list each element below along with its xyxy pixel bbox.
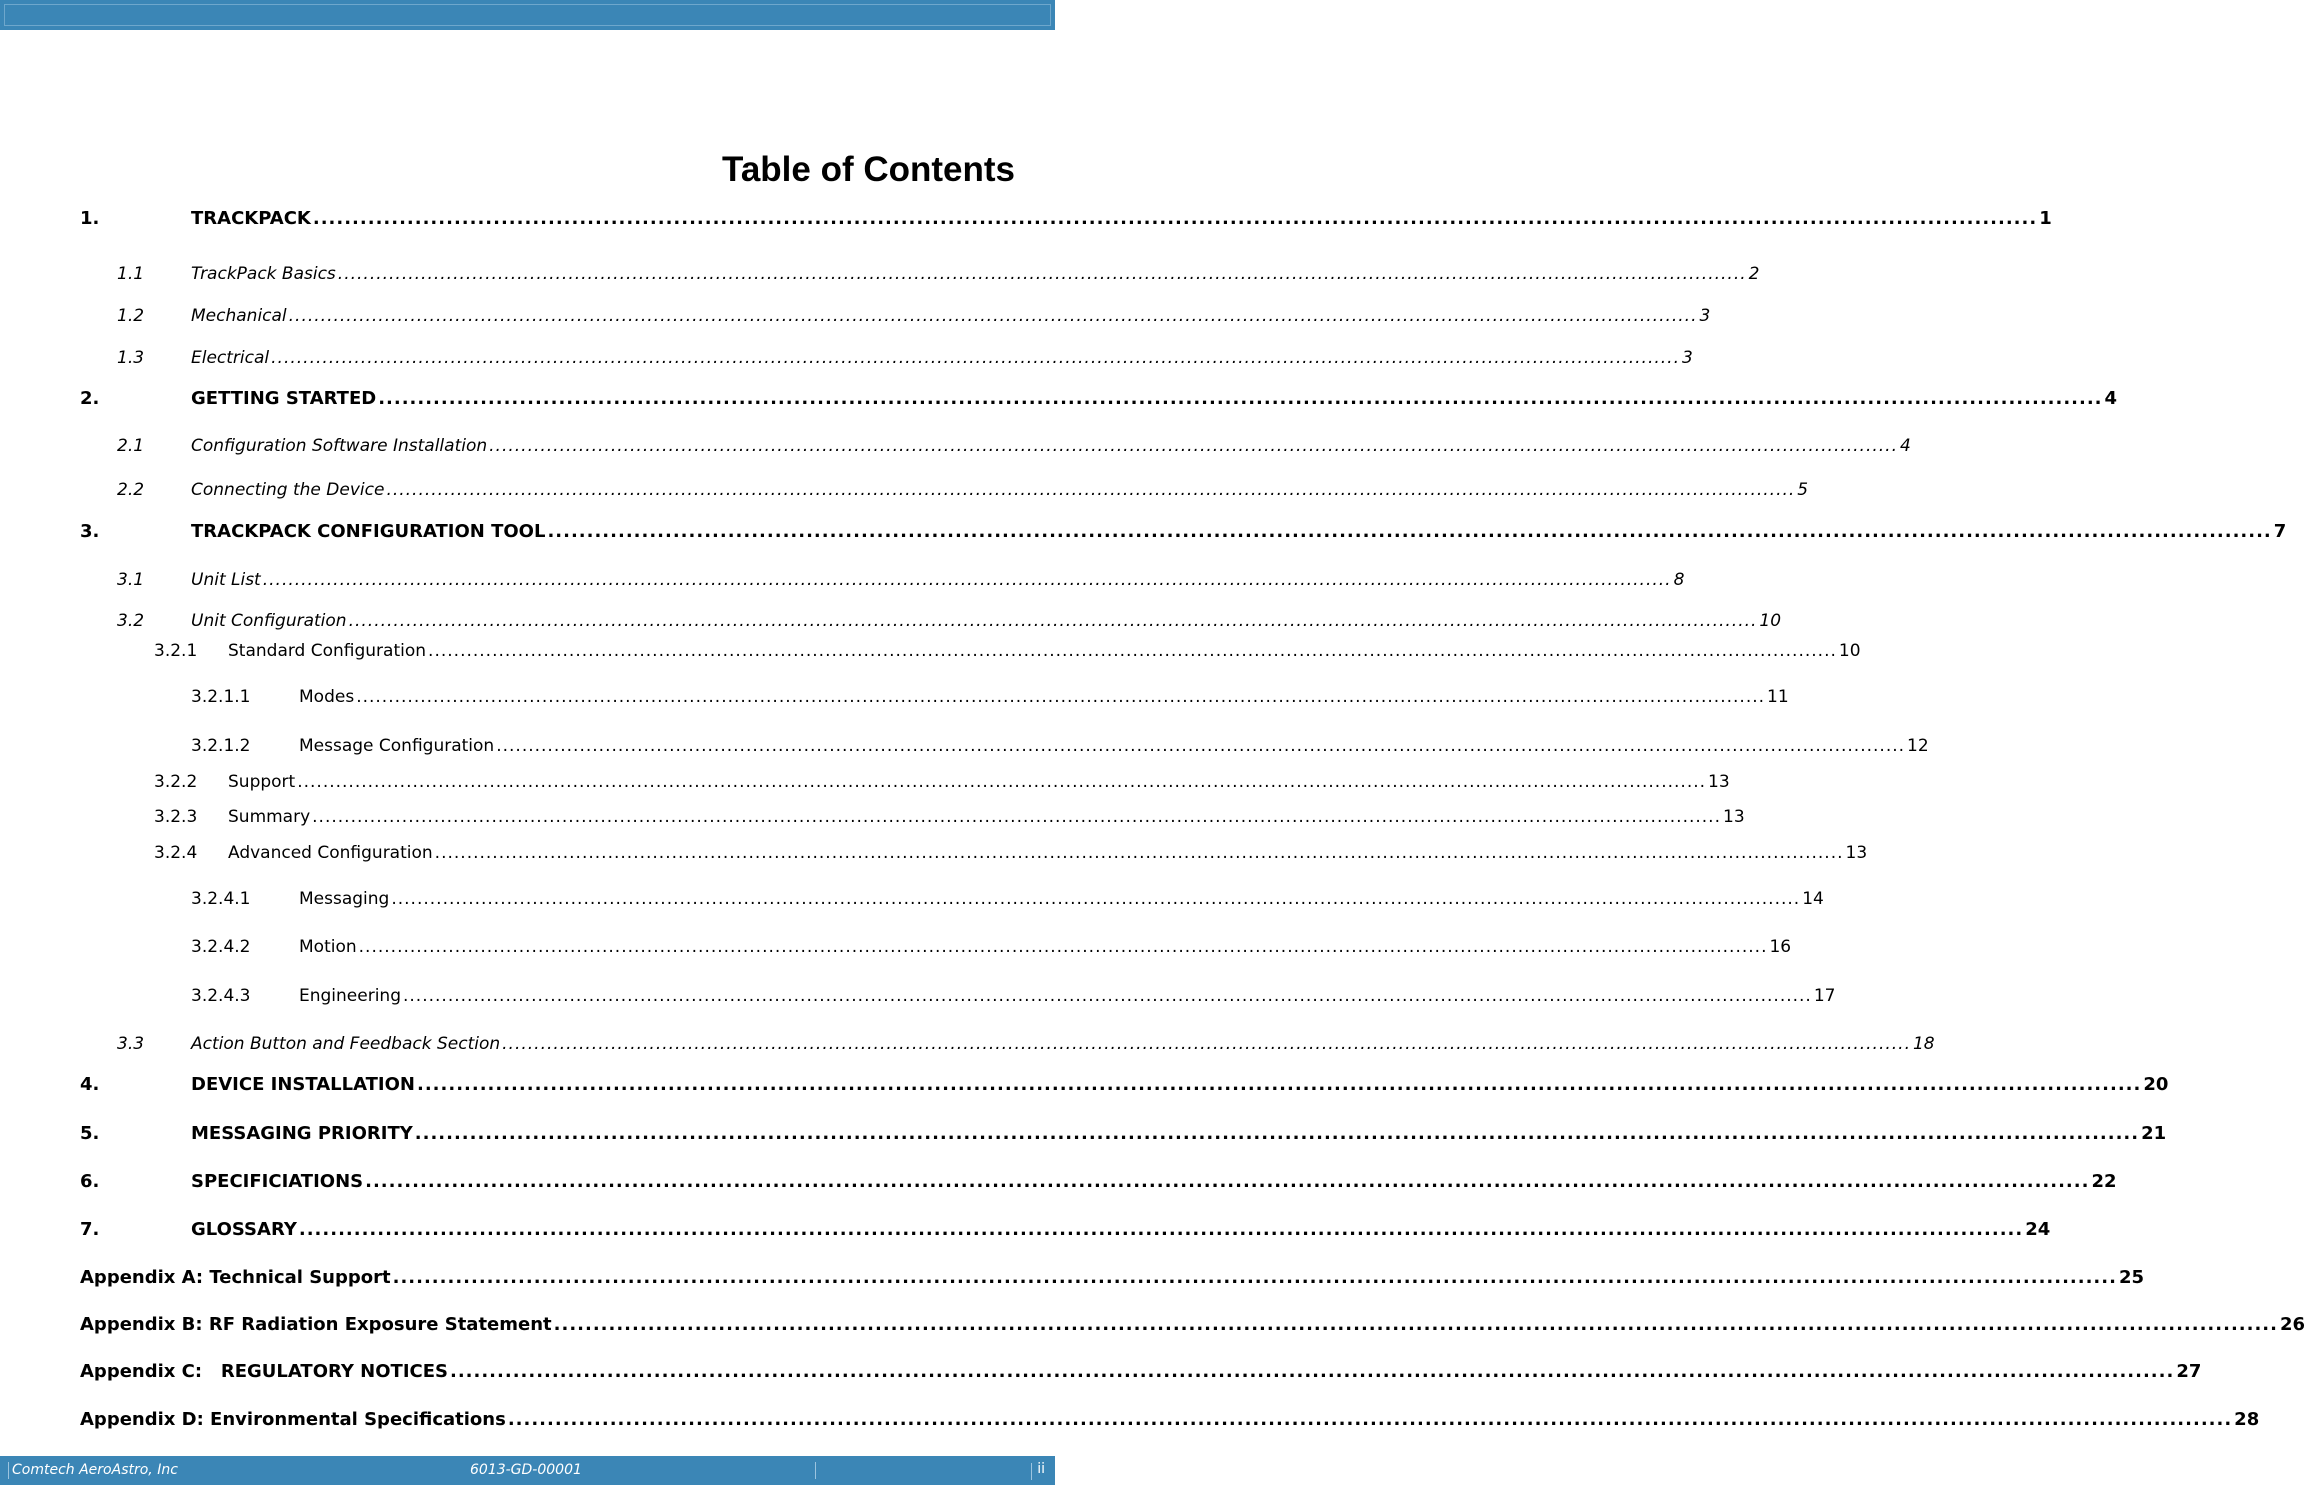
toc-entry[interactable] — [80, 346, 1693, 370]
toc-number: 3.1 — [117, 570, 145, 590]
toc-title: Electrical — [191, 348, 270, 368]
toc-entry[interactable] — [80, 1032, 1935, 1056]
toc-number: 1.1 — [117, 264, 145, 284]
toc-page: 13 — [1708, 772, 1730, 792]
toc-leader: ............................................................................................................................................................................................................................ — [312, 208, 2038, 229]
footer-company: Comtech AeroAstro, Inc — [12, 1462, 178, 1478]
toc-leader: ............................................................................................................................................................................................................................ — [391, 889, 1801, 909]
toc-title: Advanced Configuration — [228, 843, 433, 863]
toc-entry[interactable] — [80, 1313, 2305, 1337]
toc-title: TRACKPACK — [191, 208, 311, 229]
toc-page: 12 — [1907, 736, 1929, 756]
toc-title: Unit List — [191, 570, 261, 590]
toc-entry[interactable] — [80, 568, 1685, 592]
toc-number: 6. — [80, 1171, 100, 1192]
toc-leader: ............................................................................................................................................................................................................................ — [403, 986, 1812, 1006]
toc-entry[interactable] — [80, 935, 1792, 959]
toc-page: 20 — [2143, 1074, 2169, 1095]
toc-leader: ............................................................................................................................................................................................................................ — [358, 937, 1768, 957]
toc-page: 24 — [2025, 1219, 2051, 1240]
toc-leader: ............................................................................................................................................................................................................................ — [365, 1171, 2090, 1192]
toc-title: Appendix A: Technical Support — [80, 1267, 391, 1288]
toc-page: 27 — [2176, 1361, 2202, 1382]
toc-title: MESSAGING PRIORITY — [191, 1123, 413, 1144]
toc-page: 3 — [1681, 348, 1693, 368]
toc-leader: ............................................................................................................................................................................................................................ — [298, 1219, 2024, 1240]
toc-title: Configuration Software Installation — [191, 436, 488, 456]
toc-leader: ............................................................................................................................................................................................................................ — [507, 1409, 2233, 1430]
toc-title: DEVICE INSTALLATION — [191, 1074, 415, 1095]
toc-number: 3.2.4.3 — [191, 986, 251, 1006]
toc-leader: ............................................................................................................................................................................................................................ — [356, 687, 1766, 707]
toc-page: 4 — [1899, 436, 1911, 456]
toc-title: TrackPack Basics — [191, 264, 336, 284]
toc-number: 3.2.1.1 — [191, 687, 251, 707]
toc-leader: ............................................................................................................................................................................................................................ — [348, 611, 1758, 631]
toc-entry[interactable] — [80, 887, 1824, 911]
toc-page: 7 — [2273, 521, 2287, 542]
toc-title: Modes — [299, 687, 355, 707]
toc-number: 7. — [80, 1219, 100, 1240]
toc-page: 14 — [1802, 889, 1824, 909]
toc-leader: ............................................................................................................................................................................................................................ — [271, 348, 1680, 368]
toc-title: Messaging — [299, 889, 390, 909]
toc-page: 8 — [1673, 570, 1685, 590]
toc-title: Appendix C: REGULATORY NOTICES — [80, 1361, 448, 1382]
toc-leader: ............................................................................................................................................................................................................................ — [553, 1314, 2278, 1335]
toc-number: 3.2.2 — [154, 772, 198, 792]
toc-title: Appendix B: RF Radiation Exposure Statement — [80, 1314, 552, 1335]
toc-page: 17 — [1813, 986, 1836, 1006]
toc-page: 11 — [1767, 687, 1789, 707]
toc-number: 2. — [80, 388, 100, 409]
toc-title: Action Button and Feedback Section — [191, 1034, 501, 1054]
toc-page: 28 — [2234, 1409, 2260, 1430]
toc-number: 1.3 — [117, 348, 145, 368]
toc-entry[interactable] — [80, 841, 1868, 865]
toc-number: 3.2.4 — [154, 843, 198, 863]
toc-entry[interactable] — [80, 1408, 2260, 1432]
toc-entry[interactable] — [80, 685, 1789, 709]
toc-entry[interactable] — [80, 304, 1711, 328]
toc-page: 22 — [2091, 1171, 2117, 1192]
toc-entry[interactable] — [80, 984, 1836, 1008]
toc-number: 3.2.1 — [154, 641, 198, 661]
toc-page: 5 — [1797, 480, 1809, 500]
toc-title: TRACKPACK CONFIGURATION TOOL — [191, 521, 546, 542]
toc-title: Mechanical — [191, 306, 287, 326]
footer-doc-number: 6013-GD-00001 — [470, 1462, 582, 1478]
toc-entry[interactable] — [80, 478, 1809, 502]
toc-page: 4 — [2104, 388, 2118, 409]
toc-entry[interactable] — [80, 639, 1861, 663]
toc-entry[interactable] — [80, 1218, 2051, 1242]
toc-leader: ............................................................................................................................................................................................................................ — [297, 772, 1707, 792]
toc-number: 3.2.3 — [154, 807, 198, 827]
toc-title: Appendix D: Environmental Specifications — [80, 1409, 506, 1430]
toc-entry[interactable] — [80, 387, 2118, 411]
toc-number: 3.2.4.2 — [191, 937, 251, 957]
toc-entry[interactable] — [80, 207, 2052, 231]
toc-leader: ............................................................................................................................................................................................................................ — [392, 1267, 2117, 1288]
toc-page: 2 — [1748, 264, 1760, 284]
toc-page: 1 — [2039, 208, 2052, 229]
toc-title: Engineering — [299, 986, 401, 1006]
toc-leader: ............................................................................................................................................................................................................................ — [502, 1034, 1911, 1054]
toc-page: 13 — [1845, 843, 1868, 863]
toc-leader: ............................................................................................................................................................................................................................ — [496, 736, 1906, 756]
toc-number: 1.2 — [117, 306, 145, 326]
toc-entry[interactable] — [80, 734, 1929, 758]
footer-page-number: ii — [1037, 1461, 1045, 1477]
toc-title: SPECIFICIATIONS — [191, 1171, 364, 1192]
toc-number: 3.2.1.2 — [191, 736, 251, 756]
toc-number: 3.2 — [117, 611, 145, 631]
toc-leader: ............................................................................................................................................................................................................................ — [337, 264, 1747, 284]
toc-entry[interactable] — [80, 1122, 2167, 1146]
toc-entry[interactable] — [80, 1073, 2169, 1097]
toc-page: 3 — [1699, 306, 1711, 326]
toc-leader: ............................................................................................................................................................................................................................ — [434, 843, 1844, 863]
toc-number: 1. — [80, 208, 100, 229]
toc-page: 13 — [1723, 807, 1745, 827]
toc-leader: ............................................................................................................................................................................................................................ — [449, 1361, 2175, 1382]
toc-entry[interactable] — [80, 770, 1730, 794]
toc-leader: ............................................................................................................................................................................................................................ — [489, 436, 1898, 456]
toc-entry[interactable] — [80, 1360, 2202, 1384]
toc-title: Standard Configuration — [228, 641, 427, 661]
toc-page: 18 — [1912, 1034, 1935, 1054]
toc-entry[interactable] — [80, 520, 2287, 544]
toc-leader: ............................................................................................................................................................................................................................ — [417, 1074, 2142, 1095]
toc-title: Motion — [299, 937, 357, 957]
toc-number: 3.3 — [117, 1034, 145, 1054]
toc-page: 16 — [1769, 937, 1792, 957]
toc-entry[interactable] — [80, 805, 1745, 829]
page-title: Table of Contents — [722, 150, 1015, 189]
toc-title: GETTING STARTED — [191, 388, 377, 409]
toc-number: 3.2.4.1 — [191, 889, 251, 909]
toc-page: 26 — [2279, 1314, 2305, 1335]
toc-entry[interactable] — [80, 609, 1782, 633]
toc-leader: ............................................................................................................................................................................................................................ — [547, 521, 2272, 542]
toc-page: 10 — [1838, 641, 1861, 661]
toc-entry[interactable] — [80, 1266, 2145, 1290]
toc-page: 10 — [1759, 611, 1782, 631]
toc-leader: ............................................................................................................................................................................................................................ — [262, 570, 1672, 590]
toc-entry[interactable] — [80, 262, 1760, 286]
toc-number: 4. — [80, 1074, 100, 1095]
toc-leader: ............................................................................................................................................................................................................................ — [414, 1123, 2140, 1144]
toc-number: 2.2 — [117, 480, 145, 500]
header-bar — [0, 0, 1055, 30]
toc-leader: ............................................................................................................................................................................................................................ — [428, 641, 1837, 661]
toc-leader: ............................................................................................................................................................................................................................ — [288, 306, 1698, 326]
toc-leader: ............................................................................................................................................................................................................................ — [312, 807, 1721, 827]
toc-title: GLOSSARY — [191, 1219, 297, 1240]
toc-entry[interactable] — [80, 1170, 2117, 1194]
toc-leader: ............................................................................................................................................................................................................................ — [386, 480, 1796, 500]
toc-number: 2.1 — [117, 436, 145, 456]
footer-bar — [0, 1456, 1055, 1485]
toc-title: Summary — [228, 807, 311, 827]
toc-leader: ............................................................................................................................................................................................................................ — [378, 388, 2103, 409]
toc-title: Message Configuration — [299, 736, 495, 756]
toc-entry[interactable] — [80, 434, 1911, 458]
toc-title: Support — [228, 772, 296, 792]
footer-divider — [815, 1462, 816, 1479]
toc-page: 21 — [2141, 1123, 2167, 1144]
toc-title: Connecting the Device — [191, 480, 385, 500]
toc-title: Unit Configuration — [191, 611, 347, 631]
toc-number: 3. — [80, 521, 100, 542]
toc-page: 25 — [2118, 1267, 2145, 1288]
toc-number: 5. — [80, 1123, 100, 1144]
